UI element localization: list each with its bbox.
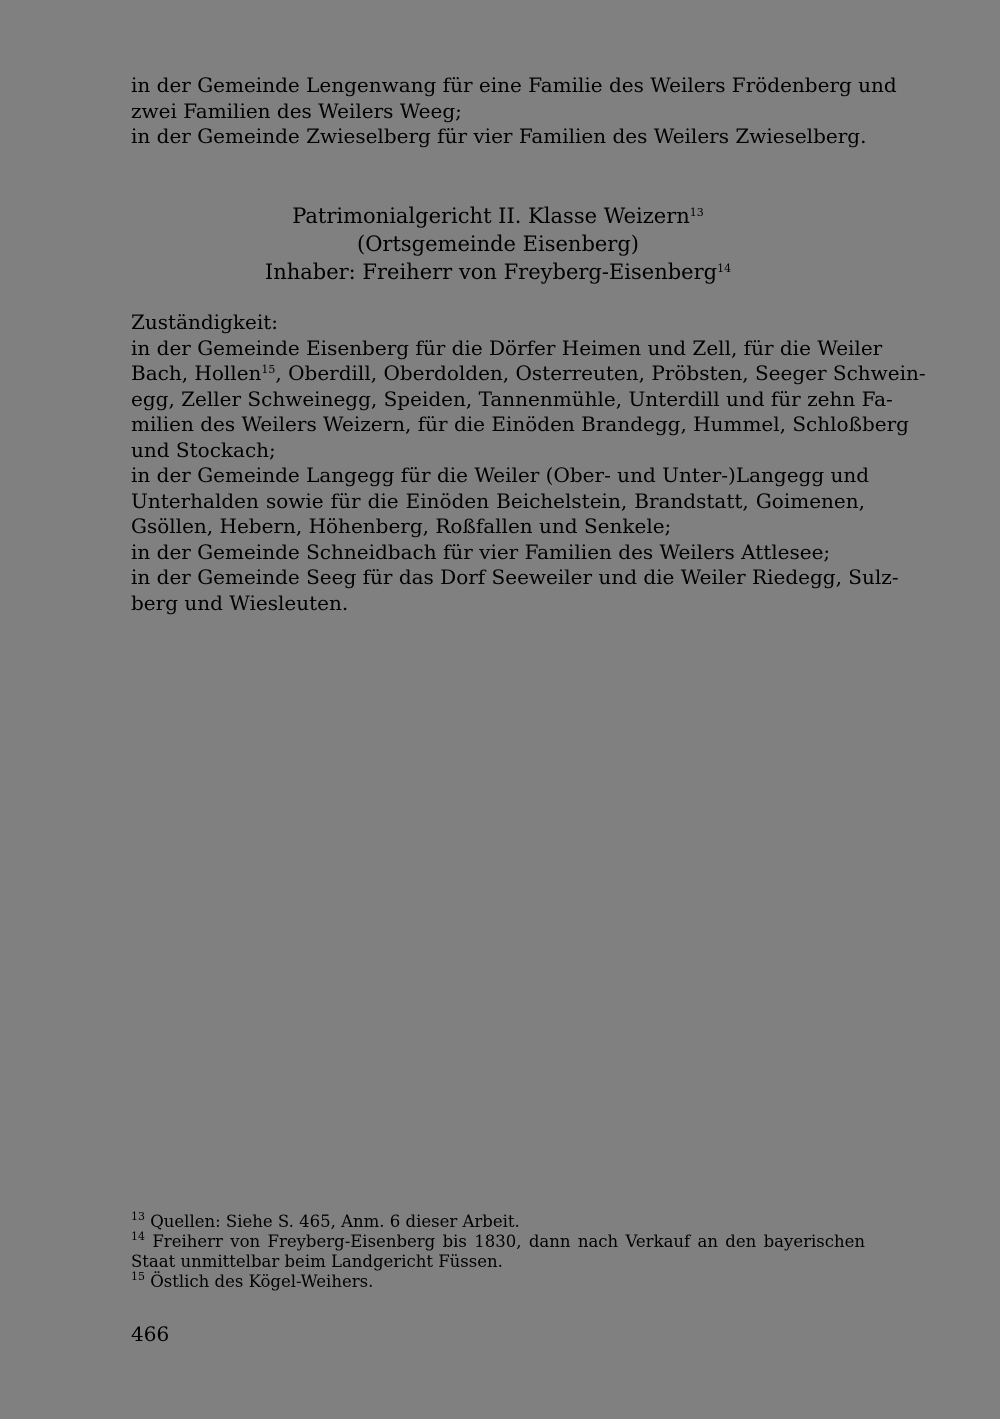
footnote: $^{14}$ Freiherr von Freyberg-Eisenberg bis 1830, dann nach Verkauf an den bayerischen	[131, 1230, 865, 1251]
footnote: $^{15}$ Östlich des Kögel-Weihers.	[131, 1270, 374, 1291]
heading-owner: Inhaber: Freiherr von Freyberg-Eisenberg$^{14}$	[264, 260, 732, 284]
jurisdiction-label: Zuständigkeit:	[131, 310, 279, 334]
footnotes	[131, 1212, 865, 1292]
section-heading	[131, 202, 865, 286]
body-line: in der Gemeinde Seeg für das Dorf Seeweiler und die Weiler Riedegg, Sulz-	[131, 565, 899, 589]
page-number: 466	[131, 1322, 170, 1346]
body-line: egg, Zeller Schweinegg, Speiden, Tannenmühle, Unterdill und für zehn Fa-	[131, 386, 893, 411]
footnote-ref: 15	[261, 363, 276, 376]
footnote-ref: 13	[689, 206, 704, 219]
intro-line: in der Gemeinde Zwieselberg für vier Familien des Weilers Zwieselberg.	[131, 124, 867, 148]
body-line: in der Gemeinde Schneidbach für vier Familien des Weilers Attlesee;	[131, 539, 831, 564]
body-line: milien des Weilers Weizern, für die Einöden Brandegg, Hummel, Schloßberg	[131, 412, 909, 436]
body-line: Unterhalden sowie für die Einöden Beichelstein, Brandstatt, Goimenen,	[131, 488, 865, 513]
body-line: berg und Wiesleuten.	[131, 590, 349, 615]
footnote: $^{13}$ Quellen: Siehe S. 465, Anm. 6 dieser Arbeit.	[131, 1210, 520, 1231]
body-line: in der Gemeinde Langegg für die Weiler (Ober- und Unter-)Langegg und	[131, 463, 870, 487]
body-line: Gsöllen, Hebern, Höhenberg, Roßfallen und Senkele;	[131, 514, 672, 538]
intro-line: in der Gemeinde Lengenwang für eine Familie des Weilers Frödenberg und	[131, 73, 897, 97]
heading-subtitle: (Ortsgemeinde Eisenberg)	[357, 232, 639, 256]
body-line: Bach, Hollen$^{15}$, Oberdill, Oberdolden, Osterreuten, Pröbsten, Seeger Schwein-	[131, 361, 926, 385]
intro-paragraph	[131, 73, 897, 150]
body-line: und Stockach;	[131, 437, 276, 462]
body-line: in der Gemeinde Eisenberg für die Dörfer Heimen und Zell, für die Weiler	[131, 335, 883, 360]
jurisdiction-paragraph	[131, 310, 926, 616]
footnote-continuation: Staat unmittelbar beim Landgericht Füssen.	[131, 1252, 503, 1271]
heading-title: Patrimonialgericht II. Klasse Weizern$^{13}$	[292, 204, 704, 228]
footnote-ref: 14	[717, 262, 732, 275]
intro-line: zwei Familien des Weilers Weeg;	[131, 98, 462, 123]
